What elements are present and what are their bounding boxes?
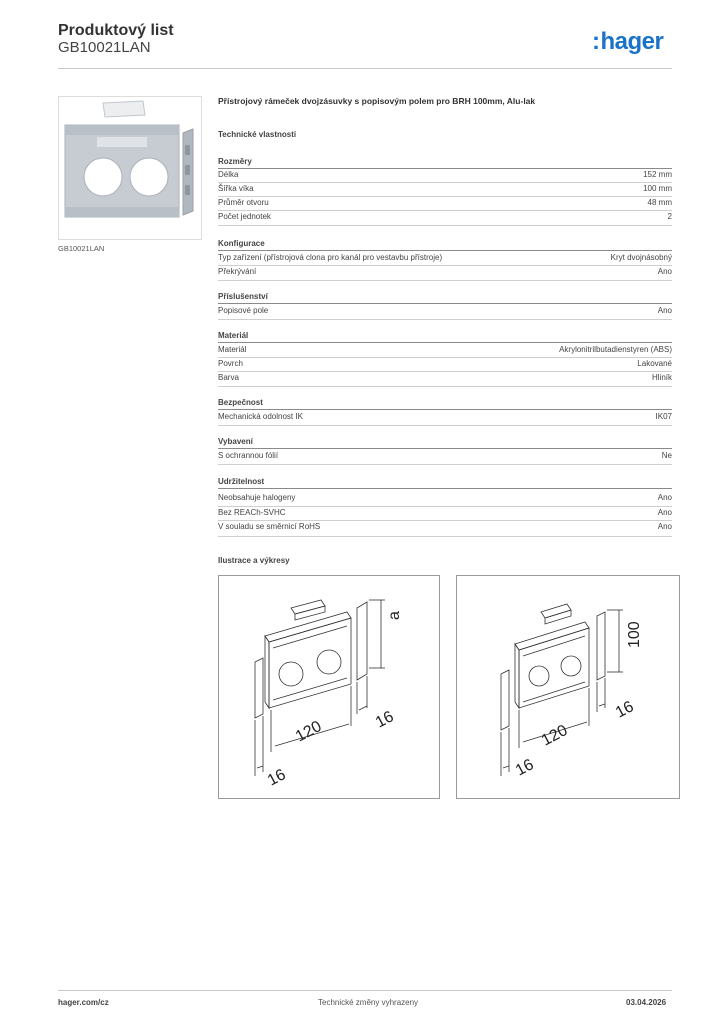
- row-label: Počet jednotek: [218, 212, 271, 221]
- row-value: Ano: [657, 493, 672, 502]
- drawings-heading: Ilustrace a výkresy: [218, 556, 290, 565]
- table-row: [218, 520, 672, 534]
- product-description: Přístrojový rámeček dvojzásuvky s popisovým polem pro BRH 100mm, Alu-lak: [218, 96, 536, 106]
- table-row: [218, 410, 672, 424]
- header-divider: [58, 68, 672, 69]
- row-label: Povrch: [218, 359, 243, 368]
- table-row: [218, 506, 672, 520]
- row-label: Neobsahuje halogeny: [218, 493, 296, 502]
- row-value: Kryt dvojnásobný: [610, 253, 672, 262]
- section-title-material: Materiál: [218, 331, 249, 340]
- divider: [218, 464, 672, 465]
- table-row: [218, 491, 672, 505]
- row-label: Šířka víka: [218, 184, 254, 193]
- section-title-udrzitelnost: Udržitelnost: [218, 477, 265, 486]
- row-value: 152 mm: [643, 170, 672, 179]
- table-row: [218, 182, 672, 196]
- row-value: Ano: [657, 306, 672, 315]
- row-value: Ano: [657, 522, 672, 531]
- technical-drawing-2: [456, 575, 680, 799]
- drawing2-dim-height: 100: [626, 621, 643, 648]
- drawing1-dim-a: a: [386, 611, 403, 620]
- row-value: 2: [667, 212, 672, 221]
- table-row: [218, 265, 672, 279]
- divider: [218, 488, 672, 489]
- table-row: [218, 210, 672, 224]
- logo-text: hager: [600, 28, 664, 55]
- product-code: GB10021LAN: [58, 39, 151, 56]
- divider: [218, 225, 672, 226]
- image-caption: GB10021LAN: [58, 244, 105, 253]
- row-value: 100 mm: [643, 184, 672, 193]
- divider: [218, 536, 672, 537]
- row-label: Typ zařízení (přístrojová clona pro kanál pro vestavbu přístroje): [218, 253, 443, 262]
- row-label: Průměr otvoru: [218, 198, 269, 207]
- row-value: Akrylonitrilbutadienstyren (ABS): [559, 345, 672, 354]
- footer-disclaimer: Technické změny vyhrazeny: [318, 998, 419, 1007]
- divider: [218, 386, 672, 387]
- row-label: Materiál: [218, 345, 247, 354]
- page-title: Produktový list: [58, 22, 174, 39]
- section-title-rozmery: Rozměry: [218, 157, 252, 166]
- tech-heading: Technické vlastnosti: [218, 130, 297, 139]
- table-row: [218, 449, 672, 463]
- divider: [218, 280, 672, 281]
- row-label: Překrývání: [218, 267, 257, 276]
- row-label: Popisové pole: [218, 306, 269, 315]
- drawing1-dim-width: 120: [292, 717, 325, 746]
- row-value: Hliník: [651, 373, 672, 382]
- row-value: Ne: [661, 451, 672, 460]
- footer-date: 03.04.2026: [626, 998, 667, 1007]
- footer-divider: [58, 990, 672, 991]
- row-label: Mechanická odolnost IK: [218, 412, 303, 421]
- drawing2-dim-depth-left: 16: [512, 756, 537, 780]
- row-label: Barva: [218, 373, 239, 382]
- table-row: [218, 357, 672, 371]
- row-label: V souladu se směrnicí RoHS: [218, 522, 321, 531]
- row-value: Ano: [657, 508, 672, 517]
- technical-drawing-1: [218, 575, 440, 799]
- drawing2-dim-depth-right: 16: [612, 698, 637, 722]
- table-row: [218, 371, 672, 385]
- section-title-vybaveni: Vybavení: [218, 437, 253, 446]
- table-row: [218, 196, 672, 210]
- section-title-konfigurace: Konfigurace: [218, 239, 265, 248]
- divider: [218, 425, 672, 426]
- drawing1-dim-depth-left: 16: [264, 766, 289, 790]
- divider: [218, 319, 672, 320]
- hager-logo: [592, 28, 663, 56]
- table-row: [218, 343, 672, 357]
- row-label: S ochrannou fólií: [218, 451, 279, 460]
- row-label: Délka: [218, 170, 239, 179]
- row-value: Ano: [657, 267, 672, 276]
- row-value: Lakované: [637, 359, 672, 368]
- row-value: 48 mm: [647, 198, 672, 207]
- drawing2-dim-width: 120: [538, 721, 571, 750]
- row-label: Bez REACh-SVHC: [218, 508, 286, 517]
- section-title-prislusenstvi: Příslušenství: [218, 292, 268, 301]
- section-title-bezpecnost: Bezpečnost: [218, 398, 263, 407]
- table-row: [218, 251, 672, 265]
- footer-website: hager.com/cz: [58, 998, 109, 1007]
- table-row: [218, 168, 672, 182]
- product-photo: [58, 96, 202, 240]
- row-value: IK07: [655, 412, 672, 421]
- table-row: [218, 304, 672, 318]
- drawing1-dim-depth-right: 16: [372, 708, 397, 732]
- logo-dots: :: [592, 28, 600, 55]
